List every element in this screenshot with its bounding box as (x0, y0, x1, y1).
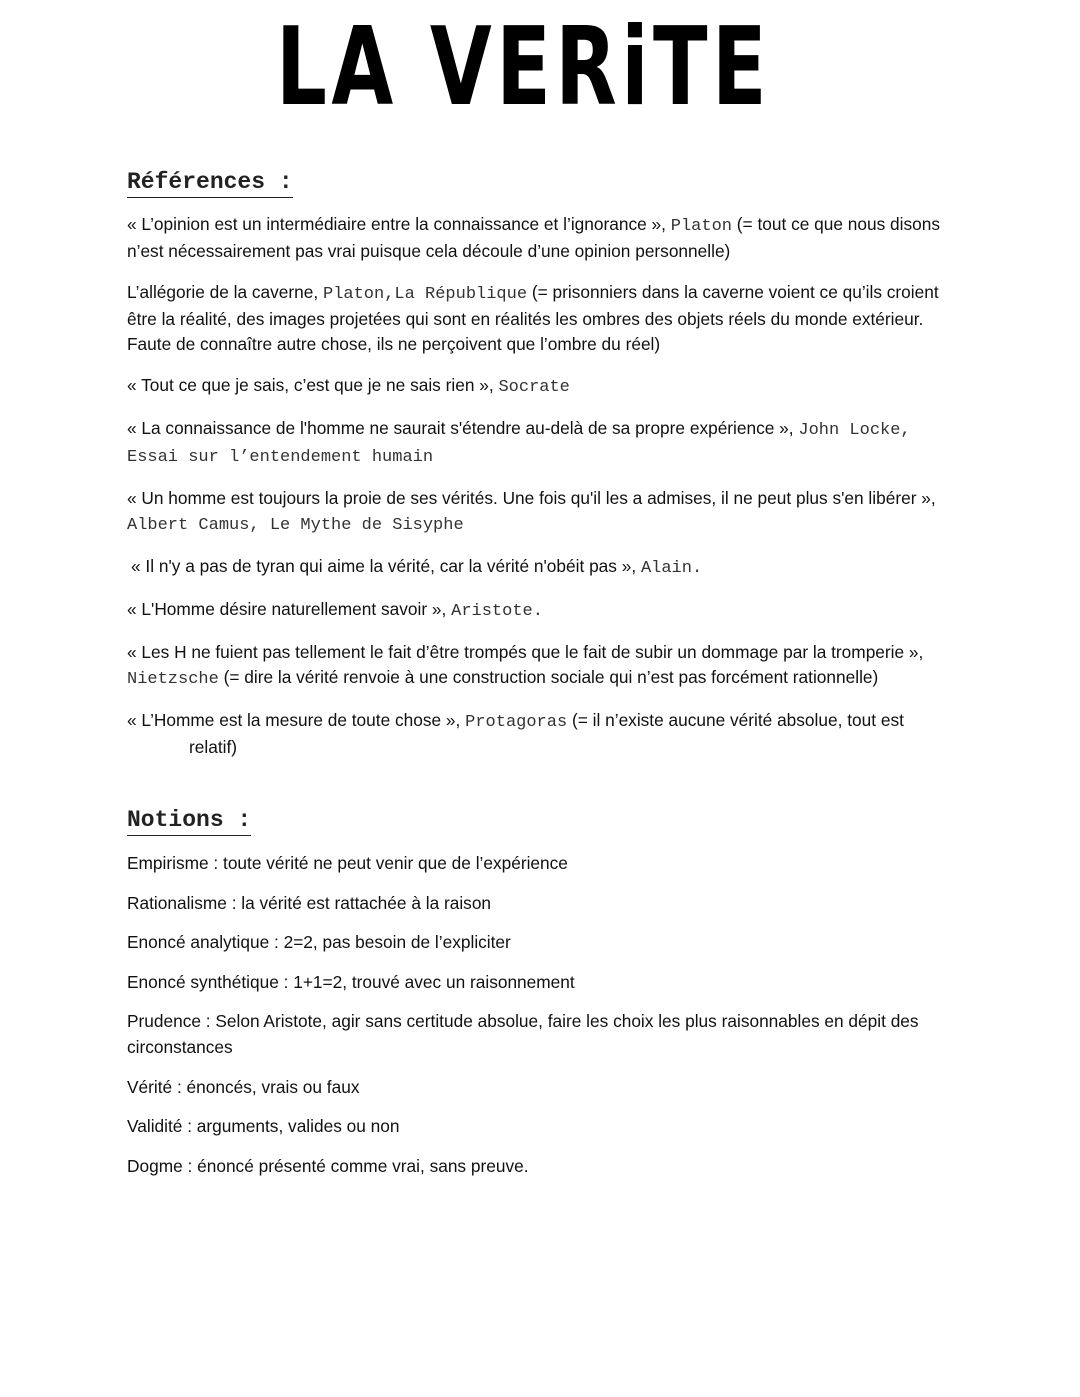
reference-quote: « Tout ce que je sais, c’est que je ne sais rien », (127, 375, 494, 395)
notion-item: Validité : arguments, valides ou non (127, 1116, 400, 1136)
reference-quote: « L’opinion est un intermédiaire entre la connaissance et l’ignorance », (127, 214, 666, 234)
reference-author: Platon,La République (323, 285, 528, 304)
references-list (127, 212, 947, 760)
reference-quote: « L’Homme est la mesure de toute chose », (127, 710, 461, 730)
notion-item: Dogme : énoncé présenté comme vrai, sans preuve. (127, 1155, 529, 1176)
reference-quote: « Il n'y a pas de tyran qui aime la vérité, car la vérité n'obéit pas », (131, 556, 637, 576)
notions-heading: Notions : (127, 806, 251, 836)
reference-author: Aristote. (451, 602, 543, 621)
reference-quote: « Un homme est toujours la proie de ses vérités. Une fois qu'il les a admises, il ne peut plus s'en libérer », (127, 488, 936, 508)
notion-item: Enoncé analytique : 2=2, pas besoin de l’expliciter (127, 932, 511, 952)
reference-author: Platon (670, 217, 732, 236)
reference-item (127, 212, 947, 264)
reference-quote: « La connaissance de l'homme ne saurait s'étendre au-delà de sa propre expérience », (127, 418, 794, 438)
reference-item (127, 280, 947, 357)
reference-author: Albert Camus, Le Mythe de Sisyphe (127, 516, 464, 535)
reference-item (127, 597, 947, 624)
reference-author: Alain. (640, 559, 703, 578)
reference-quote: « L'Homme désire naturellement savoir », (127, 599, 447, 619)
reference-author: Protagoras (465, 713, 568, 732)
references-heading: Références : (127, 168, 293, 198)
reference-author: Nietzsche (127, 670, 219, 689)
reference-item (127, 554, 947, 581)
reference-item (127, 708, 947, 760)
reference-note-continuation: relatif) (189, 737, 238, 757)
reference-note: (= dire la vérité renvoie à une construction sociale qui n’est pas forcément rationnelle) (223, 667, 879, 687)
notion-item: Prudence : Selon Aristote, agir sans certitude absolue, faire les choix les plus raisonnables en dépit des circonstances (127, 1011, 919, 1057)
notion-item: Enoncé synthétique : 1+1=2, trouvé avec un raisonnement (127, 971, 575, 992)
notion-item: Rationalisme : la vérité est rattachée à la raison (127, 892, 492, 913)
notions-list (127, 850, 947, 1179)
notions-section (127, 806, 947, 1179)
page-title: LA VERiTE (276, 5, 772, 130)
reference-item (127, 486, 947, 538)
reference-quote: « Les H ne fuient pas tellement le fait d’être trompés que le fait de subir un dommage par la tromperie », (127, 642, 924, 662)
notion-item: Vérité : énoncés, vrais ou faux (127, 1076, 360, 1097)
notion-item: Empirisme : toute vérité ne peut venir que de l’expérience (127, 853, 568, 873)
reference-note: (= tout ce que nous disons n’est nécessairement pas vrai puisque cela découle d’une opinion personnelle) (127, 214, 940, 261)
reference-author: Socrate (498, 378, 570, 397)
reference-item (127, 373, 947, 400)
reference-item (127, 416, 947, 470)
reference-quote: L’allégorie de la caverne, (127, 282, 319, 302)
document-body (127, 168, 947, 1192)
reference-note: (= il n’existe aucune vérité absolue, tout est (571, 710, 904, 730)
reference-author: John Locke, Essai sur l’entendement humain (127, 421, 911, 467)
reference-item (127, 640, 947, 692)
reference-note: (= prisonniers dans la caverne voient ce qu’ils croient être la réalité, des images projetées qui sont en réalités les ombres des objets réels du monde extérieur. Faute de connaître autre chose, ils ne perçoivent que l’ombre du réel) (127, 282, 939, 354)
